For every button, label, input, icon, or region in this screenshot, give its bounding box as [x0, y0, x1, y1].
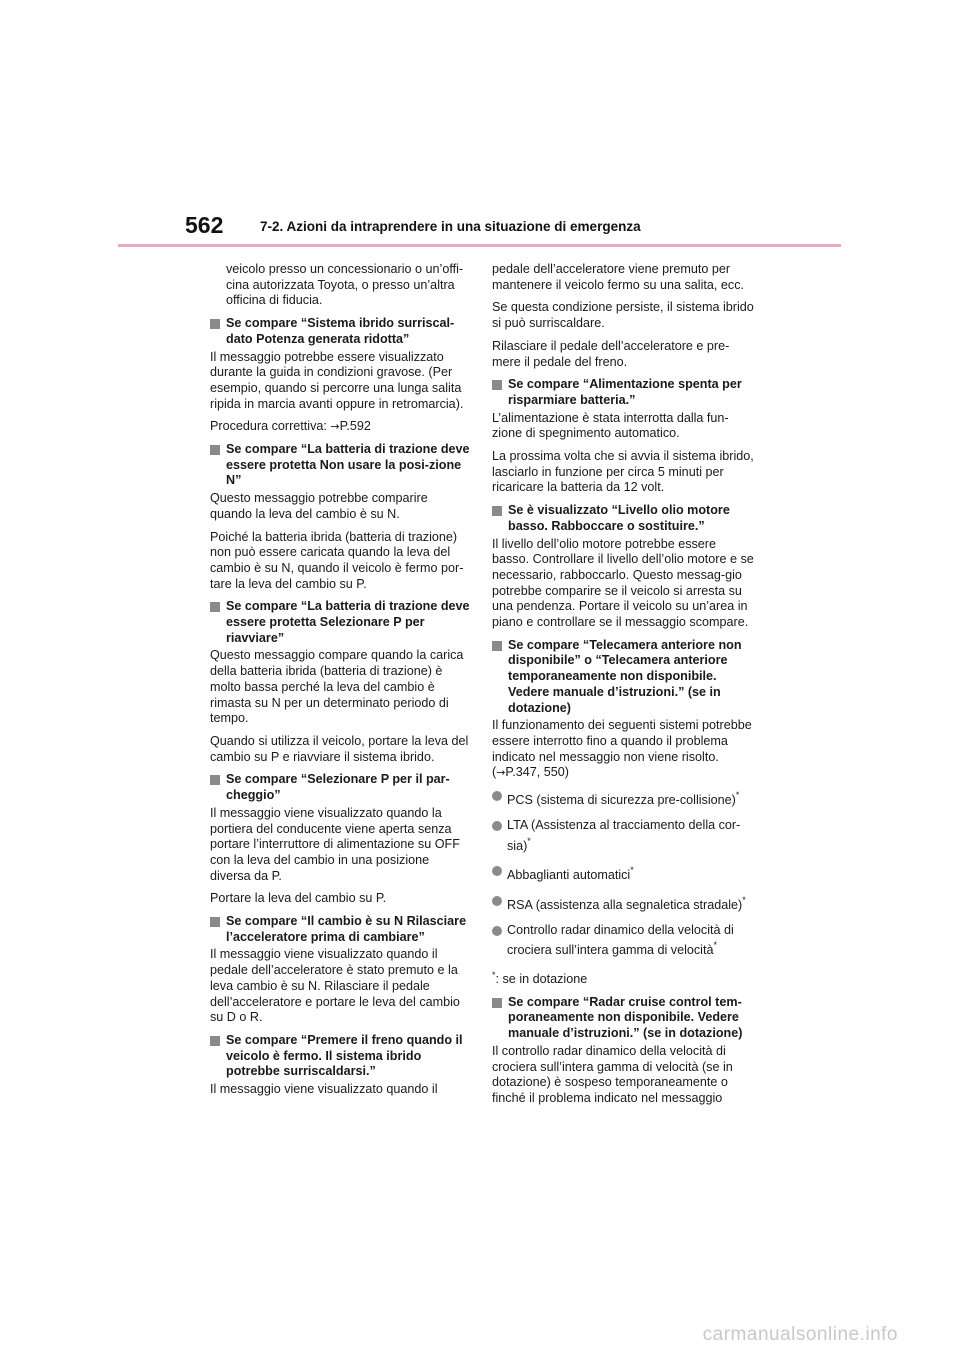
arrow-icon: →: [496, 766, 506, 780]
round-bullet-icon: [492, 926, 502, 936]
asterisk-mark: *: [630, 865, 634, 876]
paragraph: [210, 419, 472, 435]
square-bullet-icon: [492, 506, 502, 516]
square-bullet-icon: [492, 998, 502, 1008]
list-item-text: Abbaglianti automatici: [507, 868, 631, 883]
square-bullet-icon: [210, 917, 220, 927]
right-column: [492, 262, 754, 1114]
heading-text: Se compare “Alimentazione spenta per risparmiare batteria.”: [508, 377, 742, 407]
asterisk-mark: *: [713, 940, 717, 951]
list-item: [492, 818, 754, 854]
round-bullet-icon: [492, 866, 502, 876]
heading-text: Se compare “Premere il freno quando il veicolo è fermo. Il sistema ibrido potrebbe surriscaldarsi.”: [226, 1032, 463, 1079]
paragraph: Il messaggio viene visualizzato quando il pedale dell’acceleratore è stato premuto e la leva cambio è su N. Rilasciare il pedale dell’acceleratore e portare le leva del cambio su D o R.: [210, 947, 460, 1025]
footnote-text: : se in dotazione: [495, 972, 588, 987]
square-bullet-icon: [492, 380, 502, 390]
heading-text: Se compare “Il cambio è su N Rilasciare l’acceleratore prima di cambiare”: [226, 914, 467, 944]
section-heading: [210, 442, 472, 489]
paragraph: Portare la leva del cambio su P.: [210, 891, 387, 906]
paragraph: [492, 718, 754, 781]
square-bullet-icon: [210, 775, 220, 785]
list-item: [492, 863, 754, 884]
paragraph: Il livello dell’olio motore potrebbe essere basso. Controllare il livello dell’olio motore e se necessario, rabboccarlo. Questo messag-gio potrebbe comparire se il veicolo si arresta su una pendenza. Portare il veicolo su un’area in piano e controllare se il messaggio scompare.: [492, 536, 754, 630]
watermark: carmanualsonline.info: [702, 1324, 898, 1345]
heading-text: Se compare “Sistema ibrido surriscal-dato Potenza generata ridotta”: [226, 316, 455, 346]
list-item: [492, 923, 754, 959]
list-item: [492, 788, 754, 809]
square-bullet-icon: [492, 641, 502, 651]
arrow-icon: →: [330, 420, 340, 434]
paragraph: Questo messaggio potrebbe comparire quando la leva del cambio è su N.: [210, 491, 428, 521]
square-bullet-icon: [210, 319, 220, 329]
heading-text: Se compare “Telecamera anteriore non disponibile” o “Telecamera anteriore temporaneamente non disponibile. Vedere manuale d’istruzioni.” (se in dotazione): [508, 637, 742, 715]
left-column: [210, 262, 472, 1105]
label-text: Procedura correttiva:: [210, 419, 331, 434]
section-heading: [210, 914, 472, 945]
list-item-text: RSA (assistenza alla segnaletica stradale): [507, 897, 743, 912]
section-heading: [492, 638, 754, 717]
intro-paragraph: veicolo presso un concessionario o un’offi-cina autorizzata Toyota, o presso un’altra officina di fiducia.: [226, 262, 464, 308]
paragraph: Il messaggio viene visualizzato quando il: [210, 1082, 438, 1097]
paragraph: Rilasciare il pedale dell’acceleratore e pre-mere il pedale del freno.: [492, 338, 730, 369]
asterisk-mark: *: [735, 790, 740, 801]
list-item-text: PCS (sistema di sicurezza pre-collisione): [507, 793, 736, 808]
section-heading: [210, 316, 472, 347]
square-bullet-icon: [210, 602, 220, 612]
round-bullet-icon: [492, 791, 502, 801]
section-heading: [492, 503, 754, 534]
list-item-text: Controllo radar dinamico della velocità di crociera sull’intera gamma di velocità: [507, 922, 734, 958]
square-bullet-icon: [210, 1036, 220, 1046]
list-item-text: LTA (Assistenza al tracciamento della cor-sia): [507, 817, 741, 853]
paragraph: Poiché la batteria ibrida (batteria di trazione) non può essere caricata quando la leva del cambio è su N, quando il veicolo è fermo por-tare la leva del cambio su P.: [210, 529, 464, 591]
paragraph-text: Il funzionamento dei seguenti sistemi potrebbe essere interrotto fino a quando il problema indicato nel messaggio non viene risolto. (: [492, 718, 752, 780]
section-heading: [210, 1033, 472, 1080]
heading-text: Se compare “Radar cruise control tem-poraneamente non disponibile. Vedere manuale d’istruzioni.” (se in dotazione): [508, 994, 743, 1041]
section-heading: [210, 599, 472, 646]
round-bullet-icon: [492, 896, 502, 906]
section-title: 7-2. Azioni da intraprendere in una situazione di emergenza: [260, 219, 641, 234]
paragraph: Quando si utilizza il veicolo, portare la leva del cambio su P e riavviare il sistema ibrido.: [210, 733, 469, 764]
section-heading: [492, 995, 754, 1042]
page-reference-link[interactable]: P.347, 550): [505, 765, 569, 780]
paragraph: Questo messaggio compare quando la carica della batteria ibrida (batteria di trazione) è molto bassa perché la leva del cambio è rimasta su N per un determinato periodo di tempo.: [210, 648, 464, 726]
footnote: [492, 968, 754, 988]
section-heading: [210, 772, 472, 803]
asterisk-mark: *: [527, 835, 531, 846]
heading-text: Se compare “La batteria di trazione deve essere protetta Non usare la posi-zione N”: [226, 442, 470, 488]
heading-text: Se compare “Selezionare P per il par-cheggio”: [226, 772, 450, 803]
round-bullet-icon: [492, 821, 502, 831]
section-heading: [492, 377, 754, 408]
page-reference-link[interactable]: P.592: [339, 419, 371, 434]
header-divider: [118, 244, 841, 247]
paragraph: La prossima volta che si avvia il sistema ibrido, lasciarlo in funzione per circa 5 minuti per ricaricare la batteria da 12 volt.: [492, 449, 754, 495]
page-number: 562: [185, 212, 224, 238]
paragraph: Se questa condizione persiste, il sistema ibrido si può surriscaldare.: [492, 300, 754, 331]
heading-text: Se è visualizzato “Livello olio motore basso. Rabboccare o sostituire.”: [508, 503, 730, 533]
square-bullet-icon: [210, 445, 220, 455]
paragraph: Il messaggio potrebbe essere visualizzato durante la guida in condizioni gravose. (Per esempio, quando si percorre una lunga salita ripida in marcia avanti oppure in retromarcia).: [210, 349, 464, 411]
list-item: [492, 893, 754, 914]
paragraph: Il messaggio viene visualizzato quando la portiera del conducente viene aperta senza portare l’interruttore di alimentazione su OFF con la leva del cambio in una posizione diversa da P.: [210, 805, 460, 883]
paragraph: pedale dell’acceleratore viene premuto per mantenere il veicolo fermo su una salita, ecc.: [492, 262, 744, 292]
paragraph: L’alimentazione è stata interrotta dalla fun-zione di spegnimento automatico.: [492, 410, 729, 441]
footnote-mark: *: [492, 970, 496, 981]
heading-text: Se compare “La batteria di trazione deve essere protetta Selezionare P per riavviare”: [226, 599, 470, 645]
paragraph: Il controllo radar dinamico della velocità di crociera sull’intera gamma di velocità (se in dotazione) è sospeso temporaneamente o finché il problema indicato nel messaggio: [492, 1043, 733, 1105]
asterisk-mark: *: [742, 894, 746, 905]
